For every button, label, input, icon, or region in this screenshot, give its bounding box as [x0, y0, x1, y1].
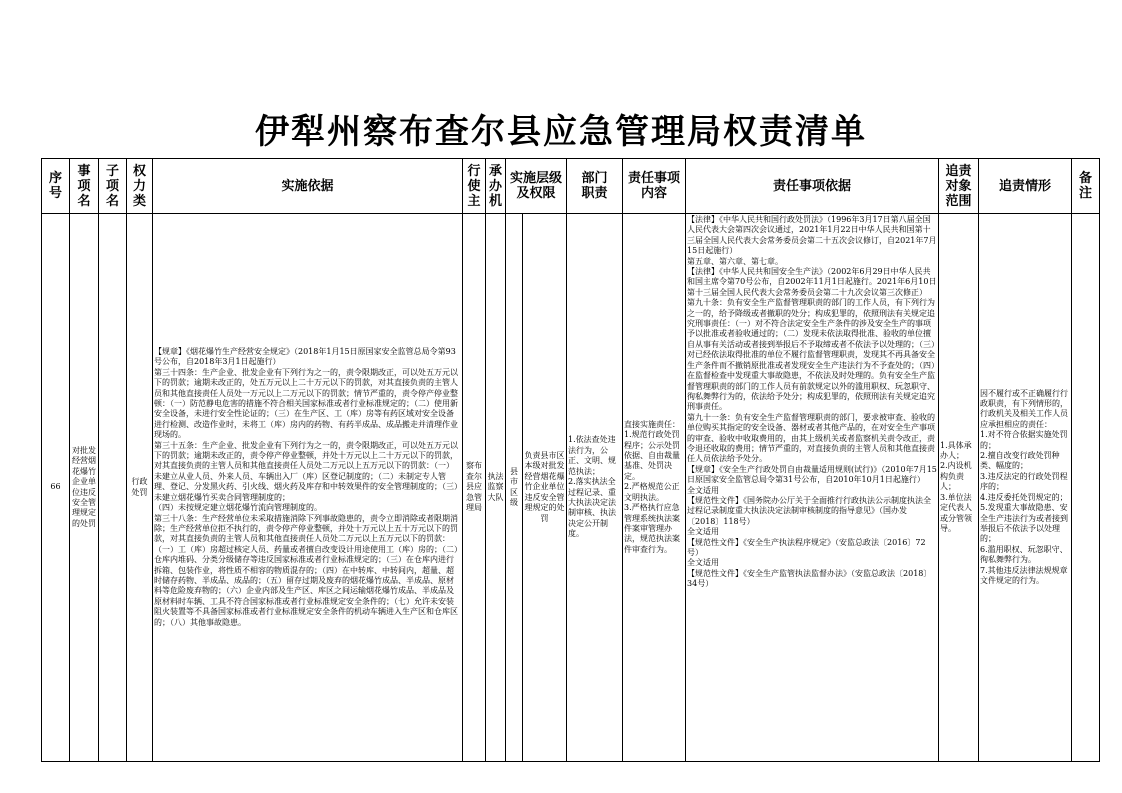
cell-account-cases: 因不履行或不正确履行行政职责，有下列情形的，行政机关及相关工作人员应承担相应的责任： 1.对不符合依据实施处罚的； 2.擅自改变行政处罚种类、幅度的； 3.违反法定的行政处罚程序的； 4.违反委托处罚规定的； 5.发现重大事故隐患、安全生产违法行为或者接到举报后不依法予以处理的； 6.滥用职权、玩忽职守、徇私舞弊行为。 7.其他违反法律法规规章文件规定的行为。 [979, 214, 1072, 762]
responsibility-table [41, 158, 1100, 762]
cell-seq: 66 [42, 214, 70, 762]
cell-level-a: 县市区级 [506, 214, 523, 762]
header-subitem: 子 项 名 [99, 159, 127, 214]
header-power-type: 权 力 类 [127, 159, 153, 214]
header-level: 实施层级 及权限 [506, 159, 567, 214]
header-dept-duty: 部门 职责 [567, 159, 623, 214]
cell-power-type: 行政处罚 [127, 214, 153, 762]
cell-remark [1072, 214, 1100, 762]
header-undertaker: 承 办 机 [486, 159, 506, 214]
header-account-scope: 追责 对象 范围 [939, 159, 979, 214]
cell-subitem [99, 214, 127, 762]
header-subject: 行 使 主 [463, 159, 486, 214]
header-seq: 序 号 [42, 159, 70, 214]
header-item: 事 项 名 [70, 159, 99, 214]
cell-resp-content: 直接实施责任： 1.规范行政处罚程序；公示处罚依据、自由裁量基准、处罚决定。 2.严格规范公正文明执法。 3.严格执行应急管理系统执法案件案审管理办法，规范执法案件审查行为。 [623, 214, 686, 762]
cell-level-b: 负责县市区本级对批发经营烟花爆竹企业单位违反安全管理规定的处罚 [523, 214, 567, 762]
header-remark: 备注 [1072, 159, 1100, 214]
cell-item: 对批发经营烟花爆竹企业单位违反安全管理规定的处罚 [70, 214, 99, 762]
cell-subject: 察布查尔县应急管理局 [463, 214, 486, 762]
cell-resp-basis: 【法律】《中华人民共和国行政处罚法》（1996年3月17日第八届全国人民代表大会第四次会议通过，2021年1月22日中华人民共和国第十三届全国人民代表大会常务委员会第二十五次会议修订，自2021年7月15日起施行） 第五章、第六章、第七章。 【法律】《中华人民共和国安全生产法》（2002年6月29日中华人民共和国主席令第70号公布，自2002年11月1日起施行。2021年6月10日第十三届全国人民代表大会常务委员会第二十九次会议第三次修正） 第九十条：负有安全生产监督管理职责的部门的工作人员，有下列行为之一的，给予降级或者撤职的处分；构成犯罪的，依照刑法有关规定追究刑事责任：（一）对不符合法定安全生产条件的涉及安全生产的事项予以批准或者验收通过的；（二）发现未依法取得批准、验收的单位擅自从事有关活动或者接到举报后不予取缔或者不依法予以处理的；（三）对已经依法取得批准的单位不履行监督管理职责，发现其不再具备安全生产条件而不撤销原批准或者发现安全生产违法行为不予查处的；（四）在监督检查中发现重大事故隐患，不依法及时处理的。负有安全生产监督管理职责的部门的工作人员有前款规定以外的滥用职权、玩忽职守、徇私舞弊行为的，依法给予处分；构成犯罪的，依照刑法有关规定追究刑事责任。 第九十一条：负有安全生产监督管理职责的部门，要求被审查、验收的单位购买其指定的安全设备、器材或者其他产品的，在对安全生产事项的审查、验收中收取费用的，由其上级机关或者监察机关责令改正，责令退还收取的费用；情节严重的，对直接负责的主管人员和其他直接责任人员依法给予处分。 【规章】《安全生产行政处罚自由裁量适用规则(试行)》（2010年7月15日原国家安全监管总局令第31号公布，自2010年10月1日起施行） 全文适用 【规范性文件】《国务院办公厅关于全面推行行政执法公示制度执法全过程记录制度重大执法决定法制审核制度的指导意见》（国办发〔2018〕118号） 全文适用 【规范性文件】《安全生产执法程序规定》（安监总政法〔2016〕72号） 全文适用 【规范性文件】《安全生产监管执法监督办法》（安监总政法〔2018〕34号） [686, 214, 939, 762]
header-resp-basis: 责任事项依据 [686, 159, 939, 214]
page-title: 伊犁州察布查尔县应急管理局权责清单 [255, 112, 867, 152]
cell-dept-duty: 1.依法查处违法行为，公正、文明、规范执法； 2.落实执法全过程记录、重大执法决定法制审核、执法决定公开制度。 [567, 214, 623, 762]
cell-undertaker: 执法监察大队 [486, 214, 506, 762]
cell-basis: 【规章】《烟花爆竹生产经营安全规定》（2018年1月15日原国家安全监管总局令第93号公布，自2018年3月1日起施行） 第三十四条：生产企业、批发企业有下列行为之一的，责令限期改正，可以处五万元以下的罚款；逾期未改正的，处五万元以上二十万元以下的罚款，对其直接负责的主管人员和其他直接责任人员处一万元以上二万元以下的罚款；情节严重的，责令停产停业整顿：（一）防范静电危害的措施不符合相关国家标准或者行业标准规定的；（二）使用新安全设备，未进行安全性论证的；（三）在生产区、工（库）房等有药区域对安全设备进行检测、改造作业时，未将工（库）房内的药物、有药半成品、成品搬走并清理作业现场的。 第三十五条：生产企业、批发企业有下列行为之一的，责令限期改正，可以处五万元以下的罚款；逾期未改正的，责令停产停业整顿，并处十万元以上二十万元以下的罚款，对其直接负责的主管人员和其他直接责任人员处二万元以上五万元以下的罚款：（一）未建立从业人员、外来人员、车辆出入厂（库）区登记制度的；（二）未制定专人管理、登记、分发黑火药、引火线、烟火药及库存和中转效果件的安全管理制度的；（三）未建立烟花爆竹买卖合同管理制度的； （四）未按规定建立烟花爆竹流向管理制度的。 第三十八条：生产经营单位未采取措施消除下列事故隐患的，责令立即消除或者限期消除；生产经营单位拒不执行的，责令停产停业整顿，并处十万元以上五十万元以下的罚款，对其直接负责的主管人员和其他直接责任人员处二万元以上五万元以下的罚款：（一）工（库）房超过核定人员、药量或者擅自改变设计用途使用工（库）房的；（二）仓库内堆码、分类分级储存等违反国家标准或者行业标准规定的；（三）在仓库内进行拆箱、包装作业，将性质不相容的物质混存的；（四）在中转库、中转间内，超量、超时储存药物、半成品、成品的；（五）留存过期及废弃的烟花爆竹成品、半成品、原材料等危险废弃物的；（六）企业内部及生产区、库区之间运输烟花爆竹成品、半成品及原材料时车辆、工具不符合国家标准或者行业标准规定安全条件的；（七）允许未安装阻火装置等不具备国家标准或者行业标准规定安全条件的机动车辆进入生产区和仓库区的；（八）其他事故隐患。 [153, 214, 463, 762]
table-row [42, 214, 1100, 762]
header-resp-content: 责任事项 内容 [623, 159, 686, 214]
cell-account-scope: 1.具体承办人； 2.内设机构负责人； 3.单位法定代表人或分管领导。 [939, 214, 979, 762]
header-basis: 实施依据 [153, 159, 463, 214]
header-row [42, 159, 1100, 214]
header-account-cases: 追责情形 [979, 159, 1072, 214]
